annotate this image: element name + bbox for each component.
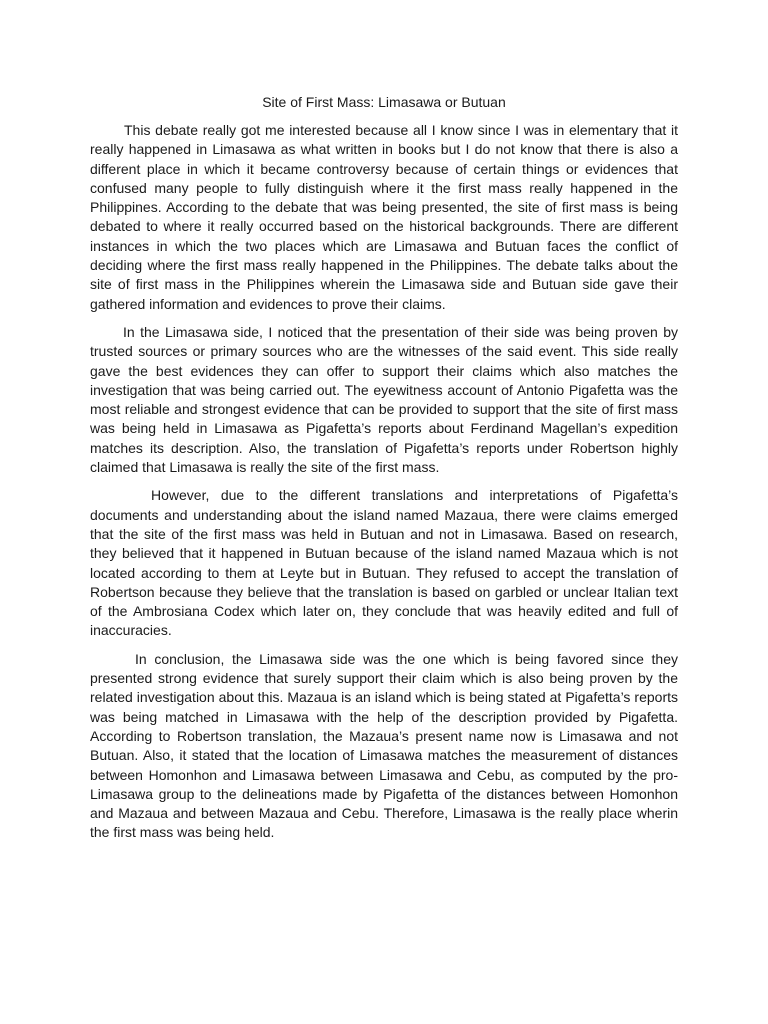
document-title: Site of First Mass: Limasawa or Butuan <box>262 94 506 110</box>
paragraph-introduction: This debate really got me interested because all I know since I was in elementary that it really happened in Limasawa as what written in books but I do not know that there is also a different place in which it became controversy because of certain things or evidences that confused many people to fully distinguish where it the first mass really happened in the Philippines. According to the debate that was being presented, the site of first mass is being debated to where it really occurred based on the historical backgrounds. There are different instances in which the two places which are Limasawa and Butuan faces the conflict of deciding where the first mass really happened in the Philippines. The debate talks about the site of first mass in the Philippines wherein the Limasawa side and Butuan side gave their gathered information and evidences to prove their claims. <box>90 122 678 312</box>
paragraph-butuan-side: However, due to the different translations and interpretations of Pigafetta’s documents and understanding about the island named Mazaua, there were claims emerged that the site of the first mass was held in Butuan and not in Limasawa. Based on research, they believed that it happened in Butuan because of the island named Mazaua which is not located according to them at Leyte but in Butuan. They refused to accept the translation of Robertson because they believe that the translation is based on garbled or unclear Italian text of the Ambrosiana Codex which later on, they conclude that was heavily edited and full of inaccuracies. <box>90 487 678 639</box>
paragraph-limasawa-side: In the Limasawa side, I noticed that the presentation of their side was being proven by trusted sources or primary sources who are the witnesses of the said event. This side really gave the best evidences they can offer to support their claims which also matches the investigation that was being carried out. The eyewitness account of Antonio Pigafetta was the most reliable and strongest evidence that can be provided to support that the site of first mass was being held in Limasawa as Pigafetta’s reports about Ferdinand Magellan’s expedition matches its description. Also, the translation of Pigafetta’s reports under Robertson highly claimed that Limasawa is really the site of the first mass. <box>90 323 678 476</box>
document-page <box>90 93 678 852</box>
paragraph-conclusion: In conclusion, the Limasawa side was the one which is being favored since they presented strong evidence that surely support their claim which is also being proven by the related investigation about this. Mazaua is an island which is being stated at Pigafetta’s reports was being matched in Limasawa with the help of the description provided by Pigafetta. According to Robertson translation, the Mazaua’s present name now is Limasawa and not Butuan. Also, it stated that the location of Limasawa matches the measurement of distances between Homonhon and Limasawa between Limasawa and Cebu, as computed by the pro-Limasawa group to the delineations made by Pigafetta of the distances between Homonhon and Mazaua and between Mazaua and Cebu. Therefore, Limasawa is the really place wherin the first mass was being held. <box>90 650 678 841</box>
